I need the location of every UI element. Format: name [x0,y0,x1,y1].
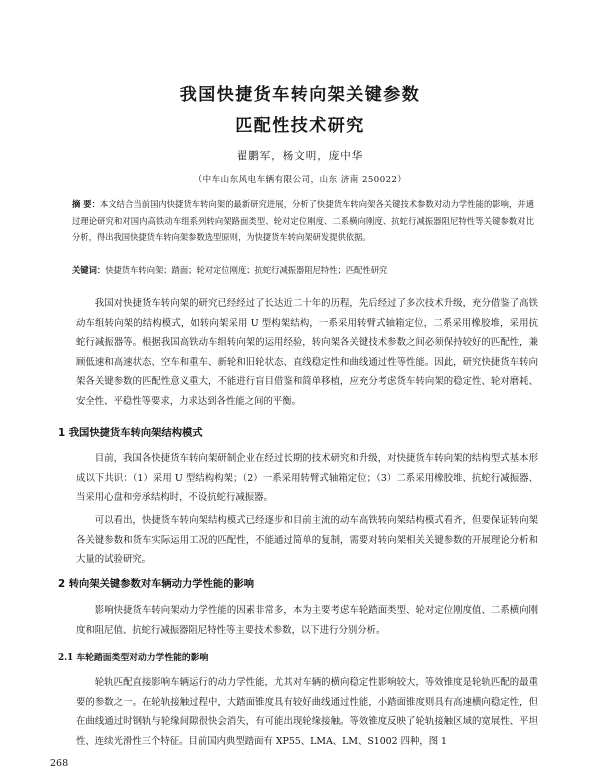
page-number: 268 [50,758,69,769]
keywords-label: 关键词： [72,265,106,275]
paper-affiliation: （中车山东风电车辆有限公司，山东 济南 250022） [193,175,407,185]
section2-paragraph-1: 影响快捷货车转向架动力学性能的因素非常多，本为主要考虑车轮踏面类型、轮对定位刚度值、二系横向刚度和阻尼值、抗蛇行减振器阻尼特性等主要技术参数，以下进行分别分析。 [76,605,538,636]
section2-1-paragraph-1: 轮轨匹配直接影响车辆运行的动力学性能，尤其对车辆的横向稳定性影响较大，等效锥度是轮轨匹配的最重要的参数之一。在轮轨接触过程中，大踏面锥度具有较好曲线通过性能，小踏面锥度则具有高速横向稳定性，但在曲线通过时钢轨与轮缘间隙很快会消失，有可能出现轮缘接触。等效锥度反映了轮轨接触区域的宽展性、平坦性、连续光滑性三个特征。目前国内典型踏面有 XP55、LMA、LM、S1002 四种，图 1 [76,677,538,747]
section1-heading: 1 我国快捷货车转向架结构模式 [58,427,203,439]
abstract-text: 本文结合当前国内快捷货车转向架的最新研究进展，分析了快捷货车转向架各关键技术参数对动力学性能的影响，并通过理论研究和对国内高铁动车组系列转向架路面类型、轮对定位刚度、二系横向刚度、抗蛇行减振器阻尼特性等关键参数对比分析，得出我国快捷货车转向架参数选型原则，为快捷货车转向架研发提供依据。 [72,199,534,242]
paper-authors: 翟鹏军，杨文明，庞中华 [236,150,364,162]
abstract [72,196,534,246]
keywords [72,262,534,278]
keywords-text: 快捷货车转向架；踏面；轮对定位刚度；抗蛇行减振器阻尼特性；匹配性研究 [105,265,388,275]
section1-paragraph-1: 目前，我国各快捷货车转向架研制企业在经过长期的技术研究和升级，对快捷货车转向架的结构型式基本形成以下共识：（1）采用 U 型结构构架；（2）一系采用转臂式轴箱定位；（3）二系采用橡胶堆、抗蛇行减振器、当采用心盘和旁承结构时，不设抗蛇行减振器。 [76,453,538,503]
paper-title-line2: 匹配性技术研究 [235,116,365,136]
intro-paragraph: 我国对快捷货车转向架的研究已经经过了长达近二十年的历程，先后经过了多次技术升级，充分借鉴了高铁动车组转向架的结构模式，如转向架采用 U 型构架结构，一系采用转臂式轴箱定位，二系采用橡胶堆，采用抗蛇行减振器等。根据我国高铁动车组转向架的运用经验，转向架各关键技术参数之间必须保持较好的匹配性，兼顾低速和高速状态、空车和重车、新轮和旧轮状态、直线稳定性和曲线通过性等性能。因此，研究快捷货车转向架各关键参数的匹配性意义重大，不能进行盲目借鉴和简单移植，应充分考虑货车转向架的稳定性、轮对磨耗、安全性、平稳性等要求，力求达到各性能之间的平衡。 [76,298,538,407]
section2-heading: 2 转向架关键参数对车辆动力学性能的影响 [58,578,255,590]
abstract-label: 摘 要： [72,199,100,209]
section1-paragraph-2: 可以看出，快捷货车转向架结构模式已经逐步和目前主流的动车高铁转向架结构模式看齐，但要保证转向架各关键参数和货车实际运用工况的匹配性，不能通过简单的复制，需要对转向架相关关键参数的开展理论分析和大量的试验研究。 [76,515,538,565]
paper-title-line1: 我国快捷货车转向架关键参数 [179,85,421,105]
section2-1-heading: 2.1 车轮踏面类型对动力学性能的影响 [58,653,209,663]
